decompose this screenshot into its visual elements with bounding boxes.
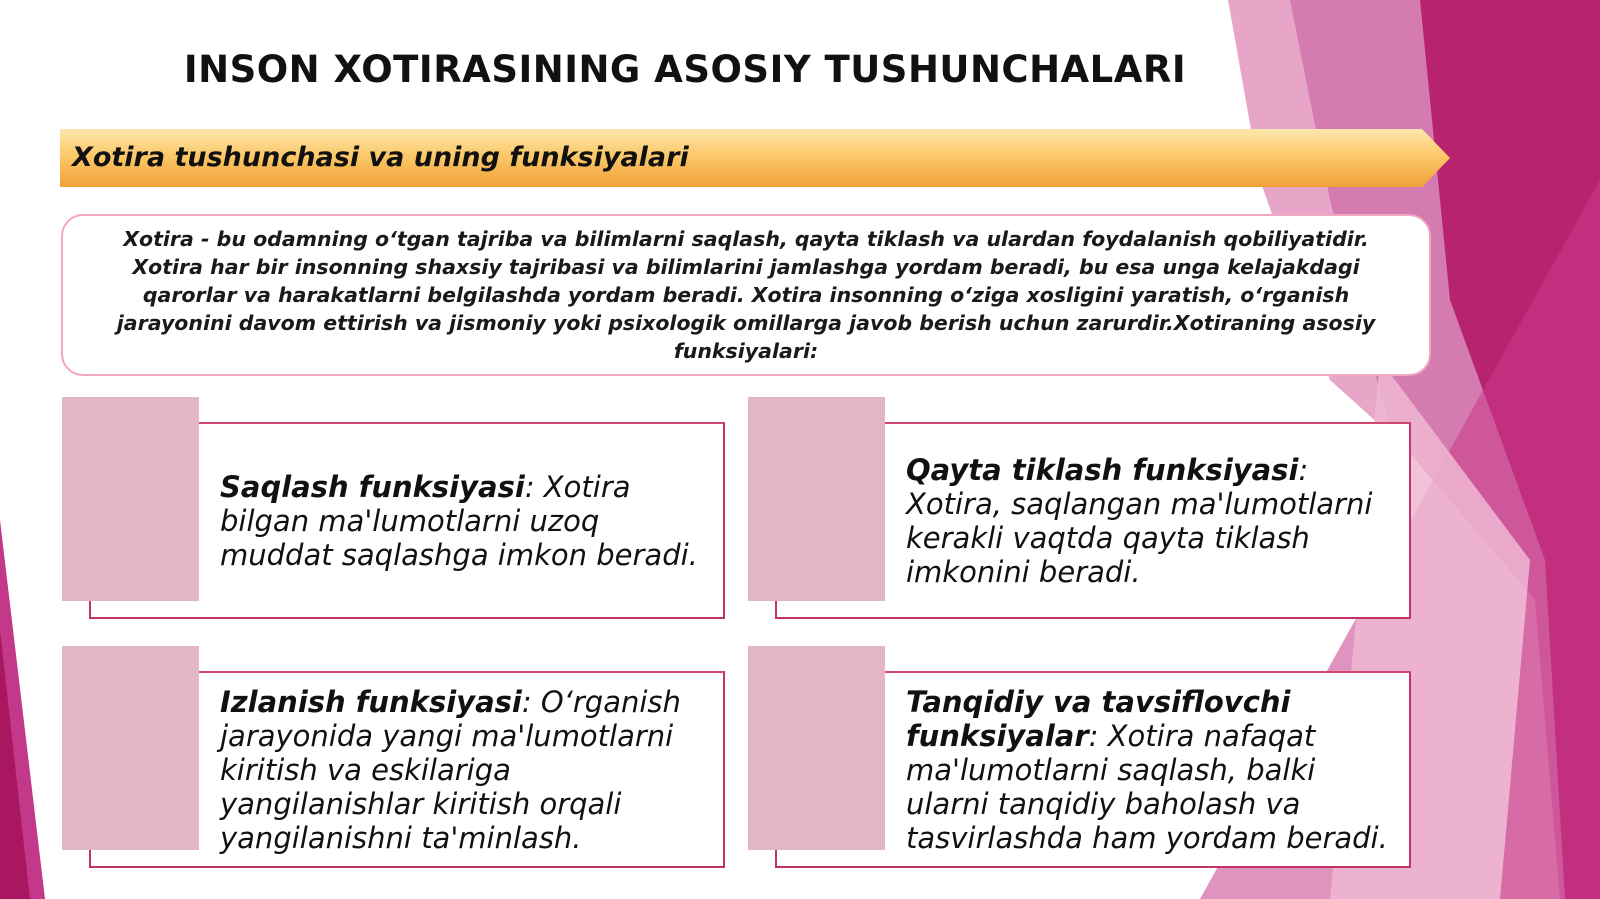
card-text <box>906 685 1391 855</box>
card-swatch <box>748 646 885 850</box>
card-swatch <box>62 397 199 601</box>
banner-label: Xotira tushunchasi va uning funksiyalari <box>72 142 689 173</box>
slide-title: INSON XOTIRASINING ASOSIY TUSHUNCHALARI <box>183 48 1187 91</box>
intro-text: Xotira - bu odamning o‘tgan tajriba va bilimlarni saqlash, qayta tiklash va ulardan foydalanish qobiliyatidir. Xotira har bir insonning shaxsiy tajribasi va bilimlarini jamlashga yordam beradi, bu esa unga kelajakdagi qarorlar va harakatlarni belgilashda yordam beradi. Xotira insonning o‘ziga xosligini yaratish, o‘rganish jarayonini davom ettirish va jismoniy yoki psixologik omillarga javob berish uchun zarurdir.Xotiraning asosiy funksiyalari: <box>116 227 1376 363</box>
card-text <box>220 685 718 855</box>
card-heading: Qayta tiklash funksiyasi <box>906 453 1299 487</box>
card-body: : Xotira bilgan ma'lumotlarni uzoq muddat saqlashga imkon beradi. <box>220 470 698 572</box>
card-swatch <box>748 397 885 601</box>
card-heading: Saqlash funksiyasi <box>220 470 525 504</box>
section-banner <box>60 129 1450 187</box>
intro-box <box>61 214 1431 376</box>
card-text <box>220 470 700 572</box>
card-body: : O‘rganish jarayonida yangi ma'lumotlarni kiritish va eskilariga yangilanishlar kiritish orqali yangilanishni ta'minlash. <box>220 685 681 855</box>
card-swatch <box>62 646 199 850</box>
card-heading: Tanqidiy va tavsiflovchi funksiyalar <box>906 685 1291 753</box>
card-heading: Izlanish funksiyasi <box>220 685 522 719</box>
card-body: : Xotira nafaqat ma'lumotlarni saqlash, balki ularni tanqidiy baholash va tasvirlashda ham yordam beradi. <box>906 719 1388 855</box>
card-body: : Xotira, saqlangan ma'lumotlarni kerakli vaqtda qayta tiklash imkonini beradi. <box>906 453 1373 589</box>
card-text <box>906 453 1386 589</box>
